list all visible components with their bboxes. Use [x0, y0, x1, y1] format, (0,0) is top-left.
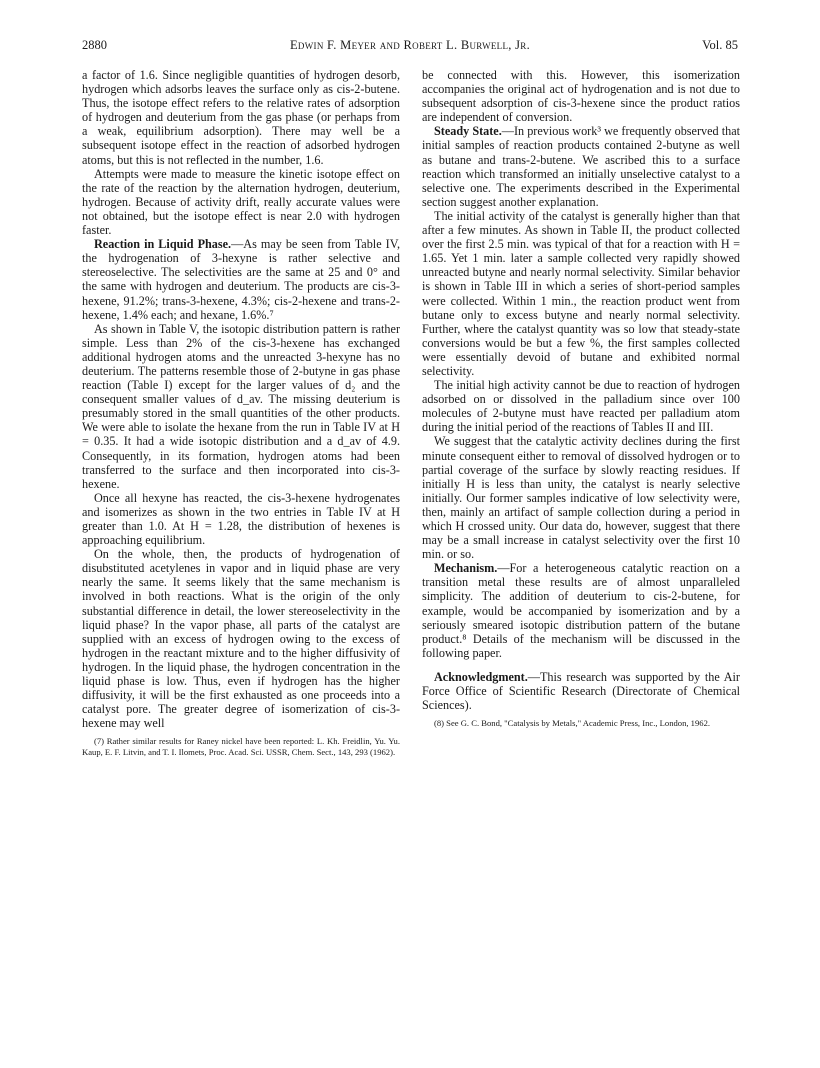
running-authors: Edwin F. Meyer and Robert L. Burwell, Jr. [290, 38, 530, 52]
footnote: (7) Rather similar results for Raney nickel have been reported: L. Kh. Freidlin, Yu. Yu. Kaup, E. F. Litvin, and T. I. Ilomets, Proc. Acad. Sci. USSR, Chem. Sect., 143, 293 (1962). [82, 736, 400, 758]
paragraph: a factor of 1.6. Since negligible quantities of hydrogen desorb, hydrogen which adsorbs leaves the surface only as cis-2-butene. Thus, the isotope effect refers to the relative rates of adsorption of hydrogen and deuterium from the gas phase (or perhaps from a weak, equilibrium adsorption). There may well be a subsequent isotope effect in the reaction of adsorbed hydrogen atoms, but this is not reflected in the number, 1.6. [82, 68, 400, 167]
paragraph [82, 237, 400, 322]
paragraph: The initial high activity cannot be due to reaction of hydrogen adsorbed on or dissolved in the palladium since over 100 molecules of 2-butyne must have reacted per palladium atom during the initial period of the reactions of Tables II and III. [422, 378, 740, 435]
section-heading: Acknowledgment. [434, 669, 528, 684]
paragraph [422, 561, 740, 660]
paragraph: The initial activity of the catalyst is generally higher than that after a few minutes. As shown in Table II, the product collected over the first 2.5 min. was typical of that for a reaction with H = 1.65. Yet 1 min. later a sample collected very rapidly showed unreacted butyne and nearly normal selectivity. Similar behavior is shown in Table III in which a series of short-period samples were collected. Within 1 min., the reaction product went from butane only to excess butyne and nearly normal selectivity. Further, where the catalyst quantity was so low that steady-state conversions would be but a few %, the first samples collected were essentially devoid of butane and exhibited normal selectivity. [422, 208, 740, 378]
paragraph: Once all hexyne has reacted, the cis-3-hexene hydrogenates and isomerizes as shown in the two entries in Table IV at H greater than 1.0. At H = 1.28, the distribution of hexenes is approaching equilibrium. [82, 490, 400, 548]
paragraph-body: —This research was supported by the Air Force Office of Scientific Research (Directorate of Chemical Sciences). [422, 669, 740, 713]
left-column [82, 68, 400, 758]
page-number: 2880 [82, 38, 107, 52]
running-header [82, 38, 738, 56]
paragraph: As shown in Table V, the isotopic distribution pattern is rather simple. Less than 2% of the cis-3-hexene has exchanged additional hydrogen atoms and the unreacted 3-hexyne has no deuterium. The patterns resemble those of 2-butyne in gas phase reaction (Table I) except for the larger values of d₂ and the consequent smaller values of d_av. The missing deuterium is presumably stored in the small quantities of the other products. We were able to isolate the hexane from the run in Table IV at H = 0.35. It had a wide isotopic distribution and a d_av of 4.9. Consequently, in its formation, hydrogen atoms had been transferred to the surface and then incorporated into cis-3-hexene. [82, 321, 400, 491]
acknowledgment [422, 670, 740, 712]
paragraph: be connected with this. However, this isomerization accompanies the original act of hydrogenation and is not due to subsequent adsorption of cis-3-hexene since the product ratios are independent of conversion. [422, 68, 740, 125]
section-heading: Steady State. [434, 124, 502, 139]
paragraph [422, 124, 740, 209]
paragraph: We suggest that the catalytic activity declines during the first minute consequent either to removal of dissolved hydrogen or to partial coverage of the surface by slowly reacting residues. If initially H is less than unity, the catalyst is nearly selective initially. Our former samples indicative of low selectivity were, then, mainly an artifact of sample collection during a period in which H crossed unity. Our data do, however, suggest that there may be a small increase in catalyst selectivity over the first 10 min. or so. [422, 434, 740, 562]
paragraph-body: —For a heterogeneous catalytic reaction on a transition metal these results are of almost unparalleled simplicity. The addition of deuterium to cis-2-butene, for example, would be accompanied by isomerization and by a seriously smeared isotopic distribution pattern of the butane product.⁸ Details of the mechanism will be discussed in the following paper. [422, 561, 740, 660]
paragraph-body: —In previous work³ we frequently observed that initial samples of reaction products contained 2-butyne as well as butane and trans-2-butene. We ascribed this to a surface reaction which transformed an initially unselective catalyst to a selective one. The experiments described in the Experimental section suggest another explanation. [422, 124, 740, 209]
paragraph: On the whole, then, the products of hydrogenation of disubstituted acetylenes in vapor and in liquid phase are very nearly the same. It seems likely that the same mechanism is involved in both reactions. What is the origin of the only substantial difference in detail, the lower stereoselectivity in the liquid phase? In the vapor phase, all parts of the catalyst are supplied with an excess of hydrogen owing to the excess of hydrogen in the reactant mixture and to the higher diffusivity of hydrogen. In the liquid phase, the hydrogen concentration in the liquid phase is low. Thus, even if hydrogen has the higher diffusivity, it will be the first exhausted as one proceeds into a catalyst pore. The greater degree of isomerization of cis-3-hexene may well [82, 547, 400, 731]
right-column [422, 68, 740, 729]
section-heading: Mechanism. [434, 561, 498, 576]
volume-label: Vol. 85 [702, 38, 738, 52]
paragraph: Attempts were made to measure the kinetic isotope effect on the rate of the reaction by the alternation hydrogen, deuterium, hydrogen. Because of activity drift, really accurate values were not obtained, but the isotope effect is near 2.0 with hydrogen faster. [82, 166, 400, 238]
footnote: (8) See G. C. Bond, "Catalysis by Metals," Academic Press, Inc., London, 1962. [434, 718, 711, 729]
section-heading: Reaction in Liquid Phase. [94, 237, 232, 252]
paragraph-body: —As may be seen from Table IV, the hydrogenation of 3-hexyne is rather selective and stereoselective. The selectivities are the same at 25 and 0° and the same with hydrogen and deuterium. The products are cis-3-hexene, 91.2%; trans-3-hexene, 4.3%; cis-2-hexene and trans-2-hexene, 1.4% each; and hexane, 1.6%.⁷ [82, 237, 400, 322]
